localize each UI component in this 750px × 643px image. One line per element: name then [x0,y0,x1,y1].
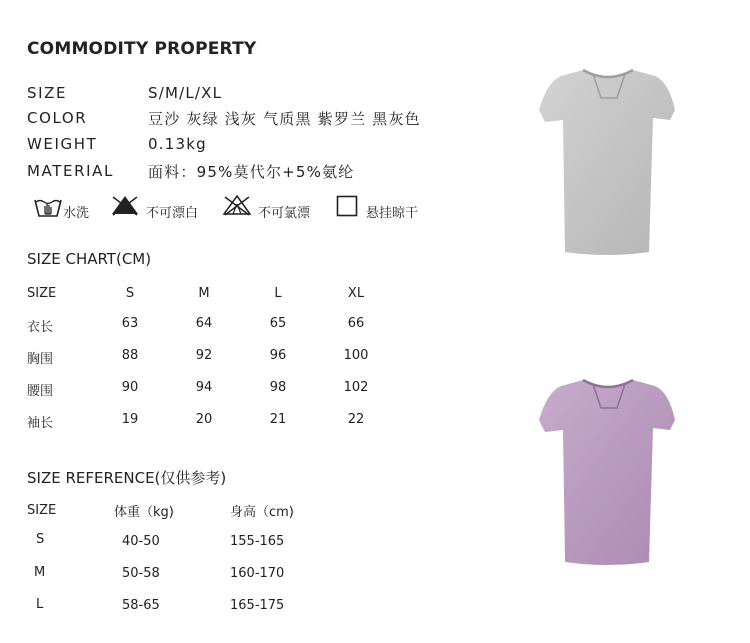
table-cell: 64 [195,316,213,331]
table-cell: 66 [347,316,365,331]
table-cell: 90 [121,380,139,395]
table-cell: 96 [269,348,287,363]
table-cell: M [34,565,46,580]
table-cell: 衣长 [27,320,54,335]
care-label-hang-dry: 悬挂晾干 [366,206,419,221]
table-cell: 19 [121,412,139,427]
table-cell: 63 [121,316,139,331]
hand-wash-icon [33,194,63,218]
size-chart-header: XL [347,286,365,301]
table-cell: 92 [195,348,213,363]
size-reference-header: 身高（cm) [230,505,294,520]
property-label-size: SIZE [27,84,68,102]
size-reference-title: SIZE REFERENCE(仅供参考) [27,469,227,487]
table-cell: 58-65 [122,598,160,613]
table-cell: 21 [269,412,287,427]
size-reference-header: SIZE [27,503,57,518]
table-cell: 94 [195,380,213,395]
size-chart-header: M [198,286,210,301]
table-cell: 袖长 [27,416,54,431]
care-label-wash: 水洗 [63,206,90,221]
size-reference-header: 体重（kg) [114,505,174,520]
no-chlorine-bleach-icon [222,194,252,216]
no-bleach-icon [110,194,140,216]
care-label-no-bleach: 不可漂白 [146,206,199,221]
size-chart-header: SIZE [27,286,57,301]
table-cell: 65 [269,316,287,331]
lilac-tshirt-image [535,372,681,568]
size-chart-title: SIZE CHART(CM) [27,250,152,268]
size-chart-header: L [274,286,282,301]
table-cell: 102 [343,380,369,395]
care-label-no-chlorine: 不可氯漂 [258,206,311,221]
table-cell: S [36,532,45,547]
table-cell: 胸围 [27,352,54,367]
table-cell: 155-165 [230,534,285,549]
table-cell: 165-175 [230,598,285,613]
property-value-size: S/M/L/XL [148,84,223,102]
table-cell: 50-58 [122,566,160,581]
table-cell: 98 [269,380,287,395]
property-value-weight: 0.13kg [148,135,207,153]
table-cell: 160-170 [230,566,285,581]
table-cell: 40-50 [122,534,160,549]
property-label-weight: WEIGHT [27,135,98,153]
table-cell: 20 [195,412,213,427]
grey-tshirt-image [535,62,681,258]
table-cell: 100 [343,348,369,363]
commodity-title: COMMODITY PROPERTY [27,39,257,59]
table-cell: 腰围 [27,384,54,399]
table-cell: 88 [121,348,139,363]
property-label-color: COLOR [27,109,88,127]
table-cell: 22 [347,412,365,427]
table-cell: L [36,597,44,612]
property-value-color: 豆沙 灰绿 浅灰 气质黑 紫罗兰 黑灰色 [148,110,421,128]
property-label-material: MATERIAL [27,162,114,180]
size-chart-header: S [125,286,135,301]
property-value-material: 面料：95%莫代尔+5%氨纶 [148,163,355,181]
hang-dry-icon [336,195,358,217]
